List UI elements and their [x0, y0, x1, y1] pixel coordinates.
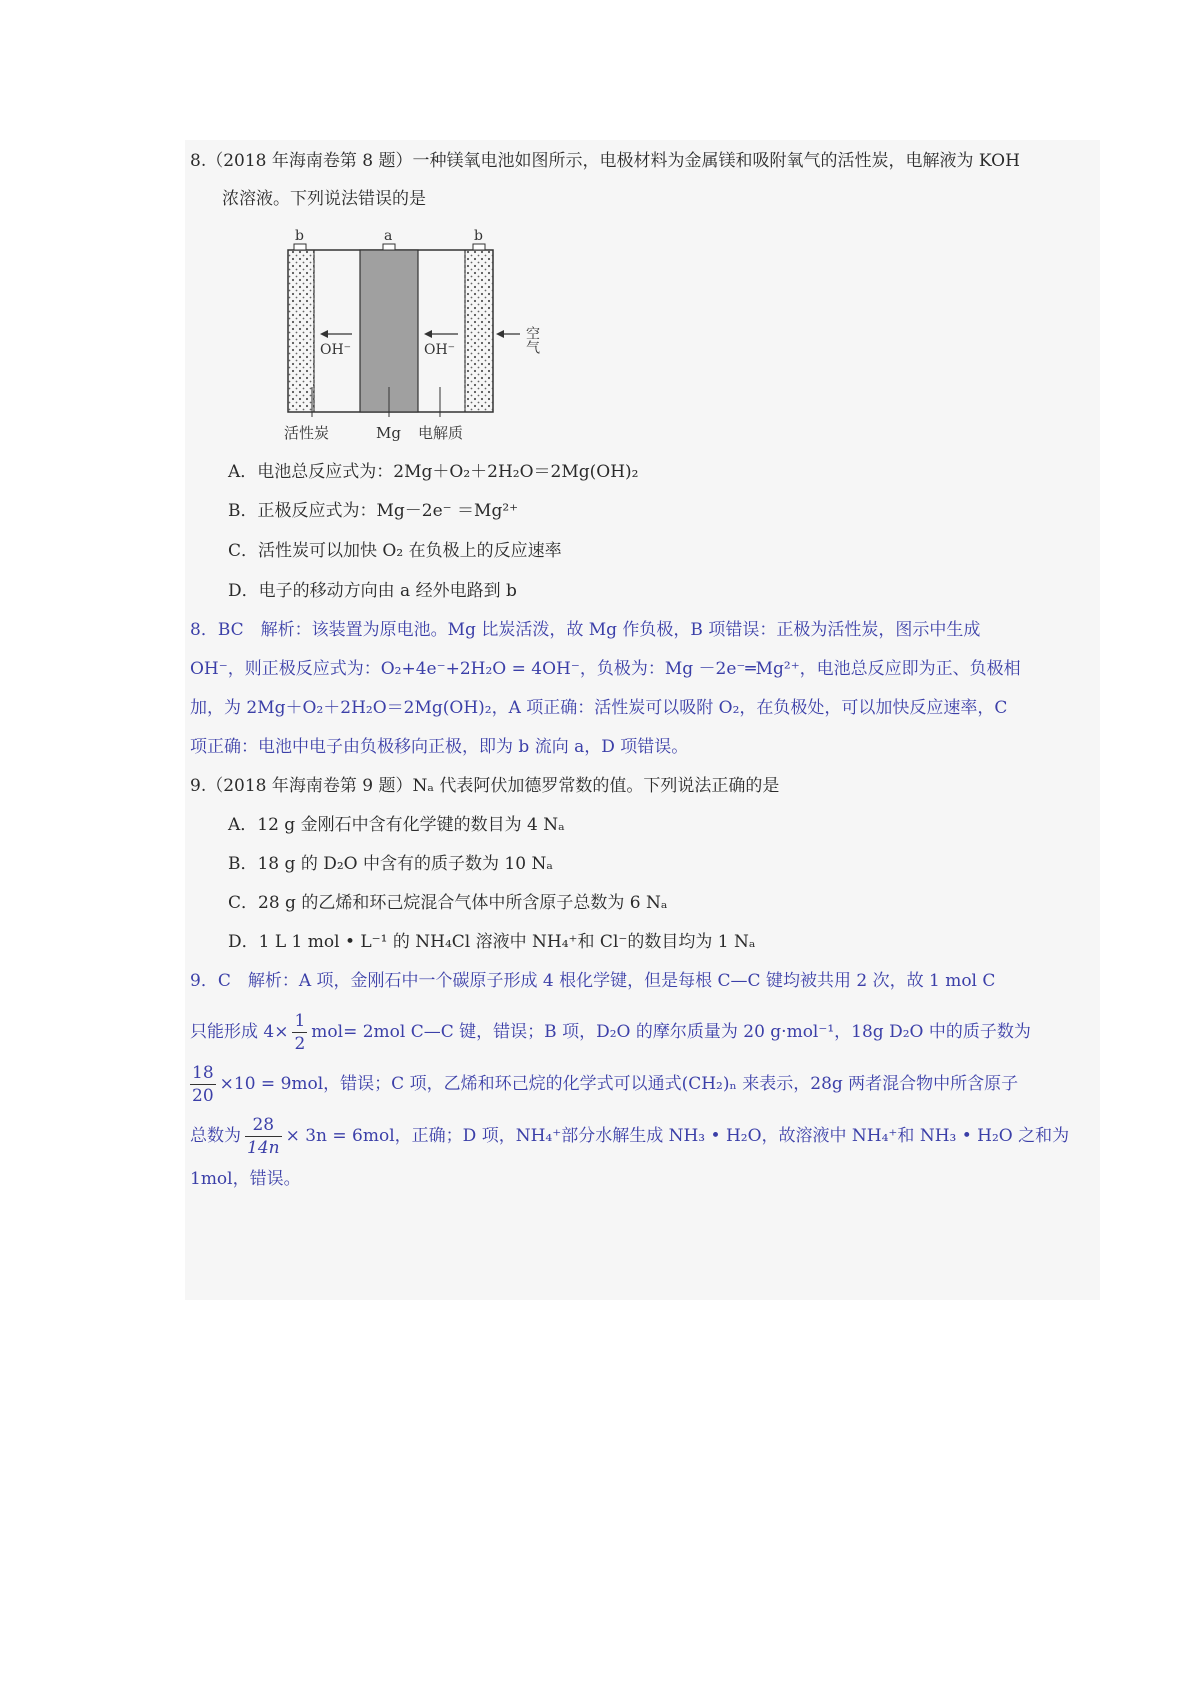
label-b-left: b — [295, 228, 304, 244]
q8-option-c: C．活性炭可以加快 O₂ 在负极上的反应速率 — [228, 541, 562, 561]
q9-option-d: D．1 L 1 mol • L⁻¹ 的 NH₄Cl 溶液中 NH₄⁺和 Cl⁻的数目均为 1 Nₐ — [228, 932, 756, 952]
label-a: a — [384, 228, 393, 244]
q9-answer-line3-post: ×10 = 9mol，错误；C 项，乙烯和环己烷的化学式可以通式(CH₂)ₙ 来表示，28g 两者混合物中所含原子 — [219, 1074, 1019, 1094]
terminal-a — [383, 244, 395, 250]
label-oh-left: OH⁻ — [320, 342, 352, 358]
q9-stem: 9.（2018 年海南卷第 9 题）Nₐ 代表阿伏加德罗常数的值。下列说法正确的是 — [190, 776, 780, 796]
q8-option-d: D．电子的移动方向由 a 经外电路到 b — [228, 581, 517, 601]
q9-answer-line2-post: mol= 2mol C—C 键，错误；B 项，D₂O 的摩尔质量为 20 g·mol⁻¹，18g D₂O 中的质子数为 — [311, 1022, 1031, 1042]
q8-option-a: A．电池总反应式为：2Mg＋O₂＋2H₂O＝2Mg(OH)₂ — [228, 462, 639, 482]
q9-answer-line4-pre: 总数为 — [190, 1126, 241, 1146]
q9-answer-line4-post: × 3n = 6mol，正确；D 项，NH₄⁺部分水解生成 NH₃ • H₂O，故溶液中 NH₄⁺和 NH₃ • H₂O 之和为 — [285, 1126, 1070, 1146]
label-oh-right: OH⁻ — [424, 342, 456, 358]
q8-answer-line1: 8．BC 解析：该装置为原电池。Mg 比炭活泼，故 Mg 作负极，B 项错误：正极为活性炭，图示中生成 — [190, 620, 981, 640]
left-carbon-electrode — [288, 250, 314, 412]
battery-diagram — [270, 222, 560, 447]
terminal-b-right — [473, 244, 485, 250]
right-carbon-electrode — [465, 250, 493, 412]
q8-stem-line2: 浓溶液。下列说法错误的是 — [222, 189, 426, 209]
q9-answer-line5: 1mol，错误。 — [190, 1169, 301, 1189]
q8-option-b: B．正极反应式为：Mg－2e⁻ ＝Mg²⁺ — [228, 501, 519, 521]
q9-answer-line2 — [190, 1004, 1031, 1060]
label-mg: Mg — [376, 424, 401, 442]
q8-answer-line2: OH⁻，则正极反应式为：O₂+4e⁻+2H₂O = 4OH⁻，负极为：Mg －2e⁻═Mg²⁺，电池总反应即为正、负极相 — [190, 659, 1021, 679]
fraction-28-14n: $\frac{28}{14n}$ — [247, 1115, 280, 1158]
fraction-18-20: $\frac{18}{20}$ — [192, 1063, 214, 1106]
q8-answer-line3: 加，为 2Mg＋O₂＋2H₂O＝2Mg(OH)₂，A 项正确：活性炭可以吸附 O₂，在负极处，可以加快反应速率，C — [190, 698, 1008, 718]
q9-answer-line1: 9．C 解析：A 项，金刚石中一个碳原子形成 4 根化学键，但是每根 C—C 键均被共用 2 次，故 1 mol C — [190, 971, 996, 991]
label-activated-carbon: 活性炭 — [284, 424, 330, 442]
q9-answer-line2-pre: 只能形成 4× — [190, 1022, 289, 1042]
q9-option-c: C．28 g 的乙烯和环己烷混合气体中所含原子总数为 6 Nₐ — [228, 893, 668, 913]
fraction-half: $\frac{1}{2}$ — [294, 1011, 306, 1054]
q8-answer-line4: 项正确：电池中电子由负极移向正极，即为 b 流向 a，D 项错误。 — [190, 737, 689, 757]
q9-answer-line4 — [190, 1108, 1069, 1164]
q9-option-a: A．12 g 金刚石中含有化学键的数目为 4 Nₐ — [228, 815, 565, 835]
label-air: 空气 — [524, 326, 540, 354]
q8-stem-line1: 8.（2018 年海南卷第 8 题）一种镁氧电池如图所示，电极材料为金属镁和吸附氧气的活性炭，电解液为 KOH — [190, 151, 1020, 171]
terminal-b-left — [294, 244, 306, 250]
q9-option-b: B．18 g 的 D₂O 中含有的质子数为 10 Nₐ — [228, 854, 553, 874]
q9-answer-line3 — [190, 1056, 1018, 1112]
label-electrolyte: 电解质 — [418, 424, 464, 442]
label-b-right: b — [474, 228, 483, 244]
